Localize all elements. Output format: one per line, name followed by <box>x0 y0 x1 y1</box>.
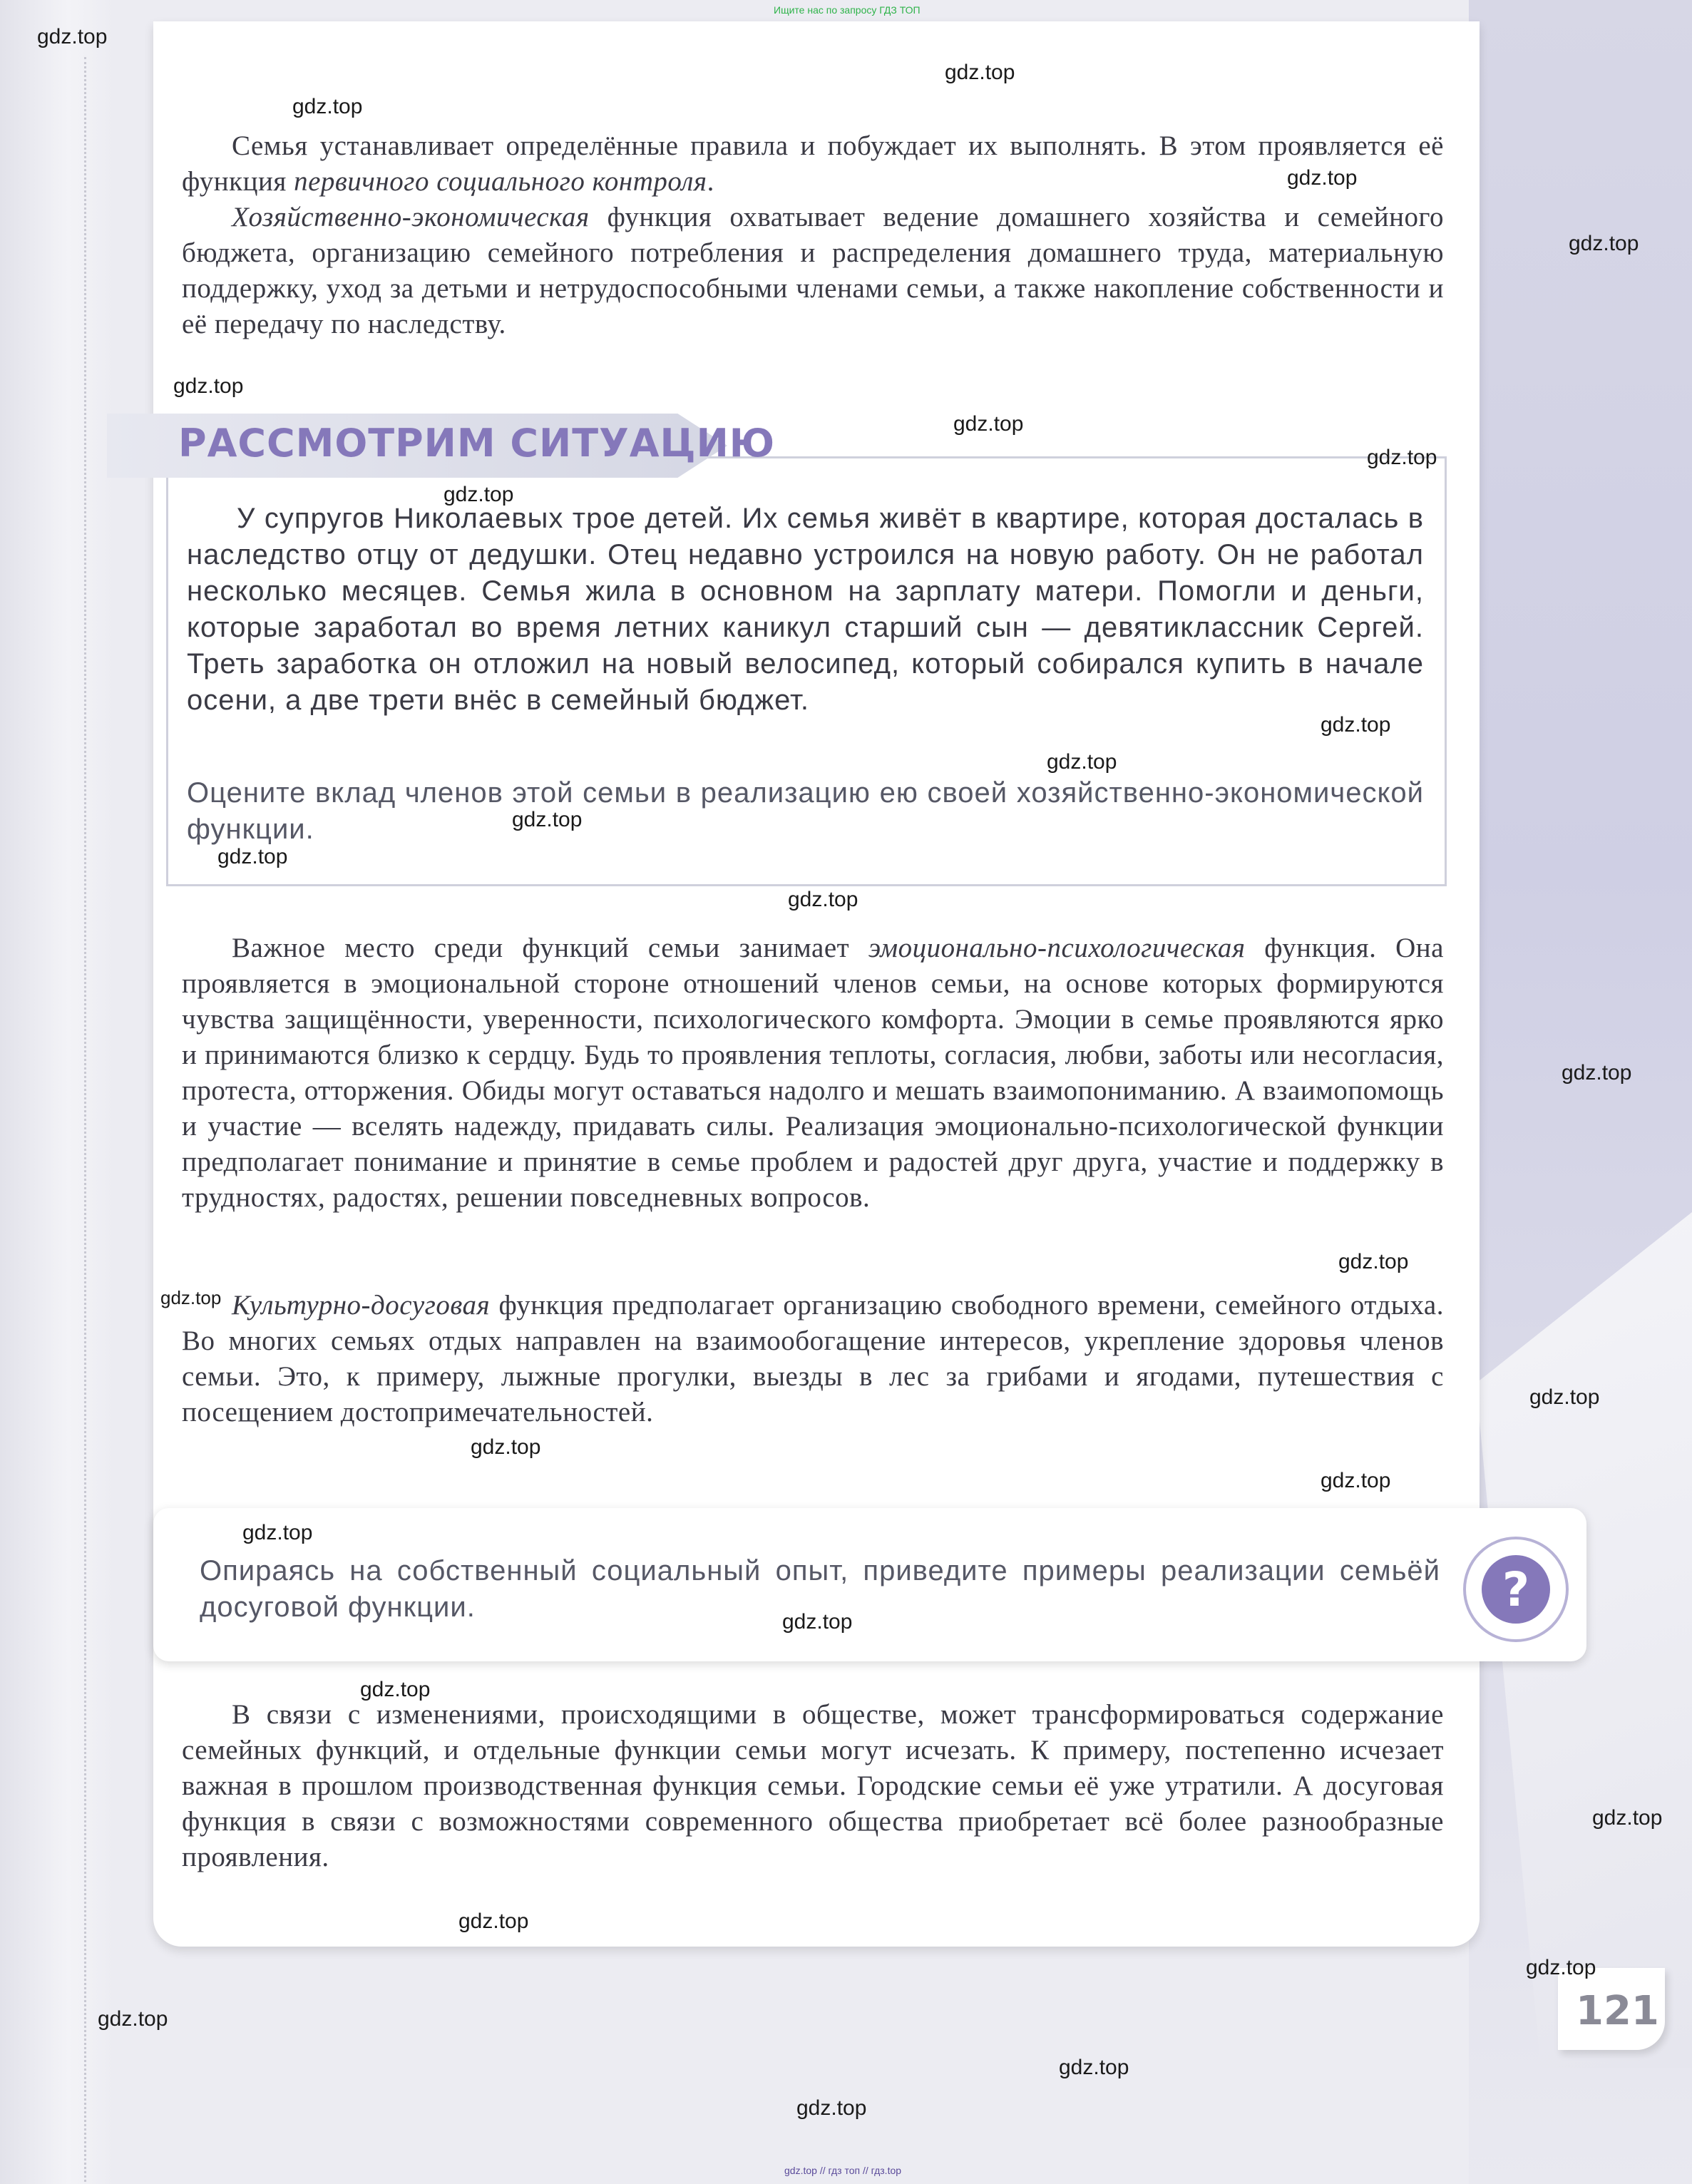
watermark: gdz.top <box>242 1521 313 1544</box>
page-number-tab <box>1558 1968 1665 2050</box>
page-number: 121 <box>1576 1988 1659 2034</box>
paragraph-leisure-function: Культурно-досуговая функция предполагает организацию свободного времени, семейного отдыха. Во многих семьях отдых направлен на взаимообогащение интересов, укрепление здоровья членов семьи. Это, к примеру, лыжные прогулки, выезды в лес за грибами и ягодами, путешествия с посещением достопримечательностей. <box>182 1290 1444 1427</box>
watermark: gdz.top <box>360 1678 431 1701</box>
watermark: gdz.top <box>1321 1469 1391 1492</box>
top-search-hint: Ищите нас по запросу ГДЗ ТОП <box>774 4 921 16</box>
watermark: gdz.top <box>796 2096 867 2120</box>
paragraph-economic-function: Хозяйственно-экономическая функция охватывает ведение домашнего хозяйства и семейного бюджета, организацию семейного потребления и распределения домашнего труда, материальную поддержку, уход за детьми и нетрудоспособными членами семьи, а также накопление собственности и её передачу по наследству. <box>182 202 1444 339</box>
page-spine-background <box>0 0 114 2184</box>
question-mark-glyph: ? <box>1482 1555 1550 1624</box>
paragraph-social-control: Семья устанавливает определённые правила и побуждает их выполнять. В этом проявляется её функция первичного социального контроля. <box>182 130 1444 197</box>
watermark: gdz.top <box>1569 232 1639 255</box>
watermark: gdz.top <box>37 25 108 48</box>
watermark: gdz.top <box>443 483 514 506</box>
situation-text: У супругов Николаевых трое детей. Их семья живёт в квартире, которая досталась в наследство отцу от дедушки. Отец недавно устроился на новую работу. Он не работал несколько месяцев. Семья жила в основном на зарплату матери. Помогли и деньги, которые заработал во время летних каникул старший сын — девятиклассник Сергей. Треть заработка он отложил на новый велосипед, который собирался купить в начале осени, а две трети внёс в семейный бюджет. <box>187 503 1424 716</box>
paragraph-transformation: В связи с изменениями, происходящими в обществе, может трансформироваться содержание семейных функций, и отдельные функции семьи могут исчезать. К примеру, постепенно исчезает важная в прошлом производственная функция семьи. Городские семьи её уже утратили. А досуговая функция в связи с возможностями современного общества приобретает всё более разнообразные проявления. <box>182 1699 1444 1872</box>
watermark: gdz.top <box>1287 166 1358 190</box>
question-mark-icon <box>1463 1537 1569 1642</box>
watermark: gdz.top <box>953 412 1024 436</box>
watermark: gdz.top <box>782 1610 853 1634</box>
watermark: gdz.top <box>945 61 1015 84</box>
watermark: gdz.top <box>98 2007 168 2031</box>
bottom-watermark-line: gdz.top // гдз топ // гдз.top <box>784 2165 902 2176</box>
situation-title: РАССМОТРИМ СИТУАЦИЮ <box>178 421 776 466</box>
watermark: gdz.top <box>173 374 244 398</box>
question-text: Опираясь на собственный социальный опыт, приведите примеры реализации семьёй досуговой функции. <box>200 1555 1440 1623</box>
watermark: gdz.top <box>292 95 363 118</box>
binding-stitch <box>84 57 89 2182</box>
watermark: gdz.top <box>1321 713 1391 737</box>
watermark: gdz.top <box>1047 750 1117 774</box>
watermark: gdz.top <box>458 1909 529 1933</box>
watermark: gdz.top <box>512 808 583 831</box>
watermark: gdz.top <box>217 845 288 868</box>
paragraph-emotional-function: Важное место среди функций семьи занимает эмоционально-психологическая функция. Она проявляется в эмоциональной стороне отношений членов семьи, на основе которых формируются чувства защищённости, уверенности, психологического комфорта. Эмоции в семье проявляются ярко и принимаются близко к сердцу. Будь то проявления теплоты, согласия, любви, заботы или несогласия, протеста, отторжения. Обиды могут оставаться надолго и мешать взаимопониманию. А взаимопомощь и участие — вселять надежду, придавать силы. Реализация эмоционально-психологической функции предполагает понимание и принятие в семье проблем и радостей друг друга, участие и поддержку в трудностях, радостях, решении повседневных вопросов. <box>182 933 1444 1213</box>
watermark: gdz.top <box>1592 1806 1663 1830</box>
watermark: gdz.top <box>1526 1956 1596 1979</box>
situation-task: Оцените вклад членов этой семьи в реализацию ею своей хозяйственно-экономической функции. <box>187 777 1424 845</box>
watermark: gdz.top <box>1367 446 1437 469</box>
watermark: gdz.top <box>1059 2056 1129 2079</box>
watermark: gdz.top <box>160 1287 222 1308</box>
watermark: gdz.top <box>471 1435 541 1459</box>
watermark: gdz.top <box>1338 1250 1409 1273</box>
watermark: gdz.top <box>1562 1061 1632 1085</box>
watermark: gdz.top <box>1529 1385 1600 1409</box>
watermark: gdz.top <box>788 888 858 911</box>
